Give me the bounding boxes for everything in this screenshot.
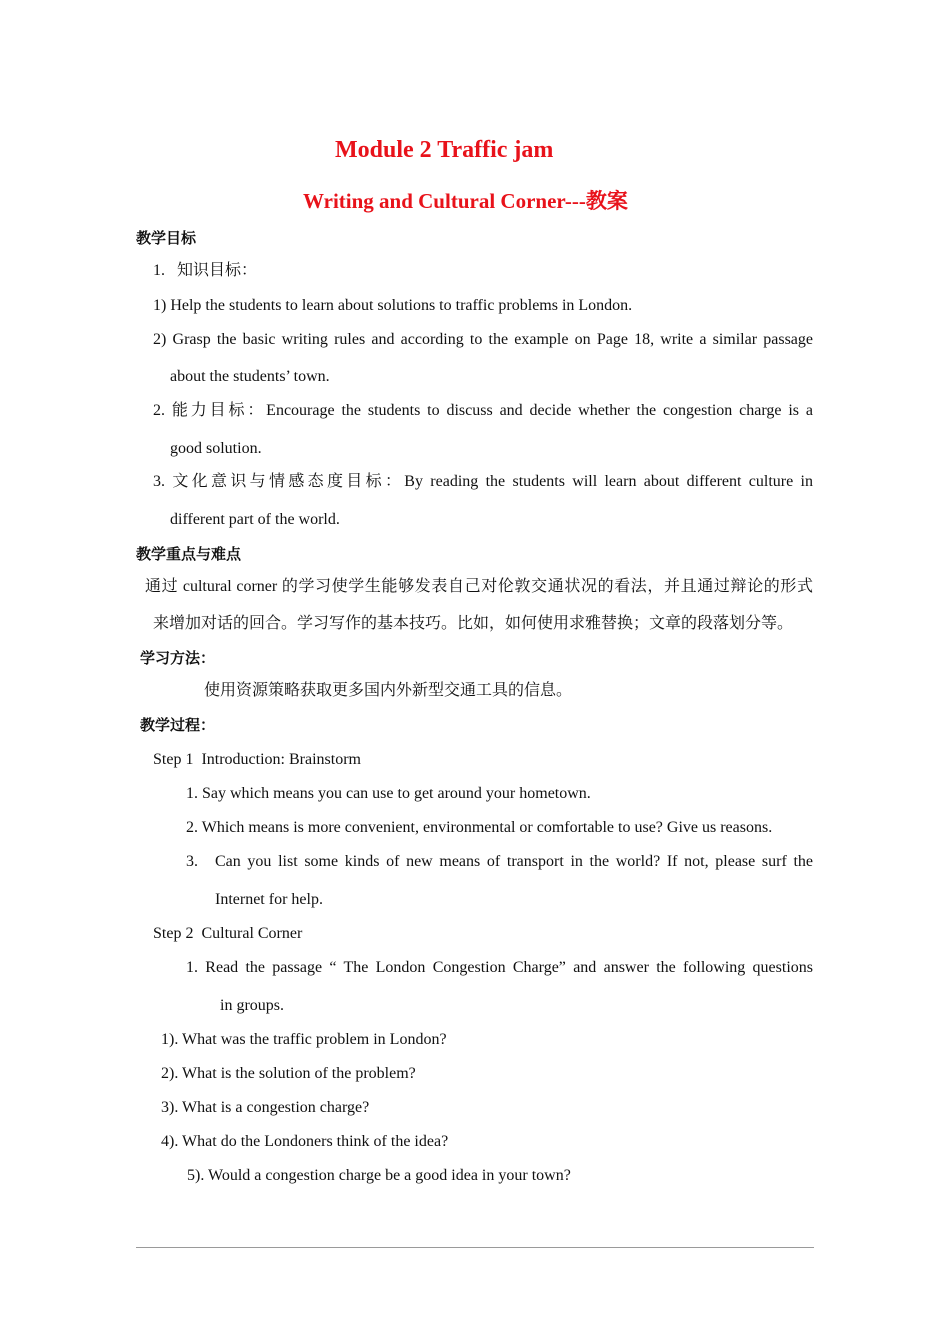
step-1-question-3-line-1: Can you list some kinds of new means of transport in the world? If not, please surf the [215, 853, 813, 870]
keypoints-line-1: 通过 cultural corner 的学习使学生能够发表自己对伦敦交通状况的看法，并且通过辩论的形式 [145, 578, 813, 595]
process-heading: 教学过程： [140, 716, 216, 734]
step-2-task-line-1: 1. Read the passage “ The London Congestion Charge” and answer the following questions [186, 959, 813, 976]
objectives-heading: 教学目标 [136, 229, 197, 247]
objective-culture-line-1: 3. 文化意识与情感态度目标：By reading the students will learn about different culture in [153, 473, 813, 490]
objective-ability-line-1: 2. 能力目标：Encourage the students to discuss and decide whether the congestion charge is a [153, 402, 813, 419]
objective-knowledge-point-2-line-1: 2) Grasp the basic writing rules and according to the example on Page 18, write a similar passage [153, 331, 813, 348]
step-2-question-1: 1). What was the traffic problem in London? [161, 1031, 447, 1048]
objective-ability-line-2: good solution. [170, 440, 262, 457]
step-2-heading: Step 2 Cultural Corner [153, 925, 303, 942]
step-2-question-3: 3). What is a congestion charge? [161, 1099, 370, 1116]
objective-knowledge-point-1: 1) Help the students to learn about solutions to traffic problems in London. [153, 297, 633, 314]
step-2-question-2: 2). What is the solution of the problem? [161, 1065, 416, 1082]
document-subtitle: Writing and Cultural Corner---教案 [303, 189, 628, 213]
step-2-question-4: 4). What do the Londoners think of the idea? [161, 1133, 449, 1150]
method-text: 使用资源策略获取更多国内外新型交通工具的信息。 [204, 682, 573, 699]
method-heading: 学习方法： [140, 649, 216, 667]
step-1-heading: Step 1 Introduction: Brainstorm [153, 751, 361, 768]
footer-divider [136, 1247, 814, 1248]
objective-knowledge-point-2-line-2: about the students’ town. [170, 368, 330, 385]
objective-culture-line-2: different part of the world. [170, 511, 340, 528]
step-1-question-3-line-2: Internet for help. [215, 891, 323, 908]
keypoints-heading: 教学重点与难点 [136, 545, 242, 563]
step-2-task-line-2: in groups. [220, 997, 284, 1014]
step-2-question-5: 5). Would a congestion charge be a good idea in your town? [187, 1167, 571, 1184]
keypoints-line-2: 来增加对话的回合。学习写作的基本技巧。比如，如何使用求雅替换；文章的段落划分等。 [153, 615, 794, 632]
step-1-question-2: 2. Which means is more convenient, environmental or comfortable to use? Give us reasons. [186, 819, 773, 836]
step-1-question-3-number: 3. [186, 853, 198, 870]
step-1-question-1: 1. Say which means you can use to get around your hometown. [186, 785, 591, 802]
objective-knowledge-label: 1. 知识目标： [153, 262, 258, 279]
document-title: Module 2 Traffic jam [335, 137, 554, 163]
